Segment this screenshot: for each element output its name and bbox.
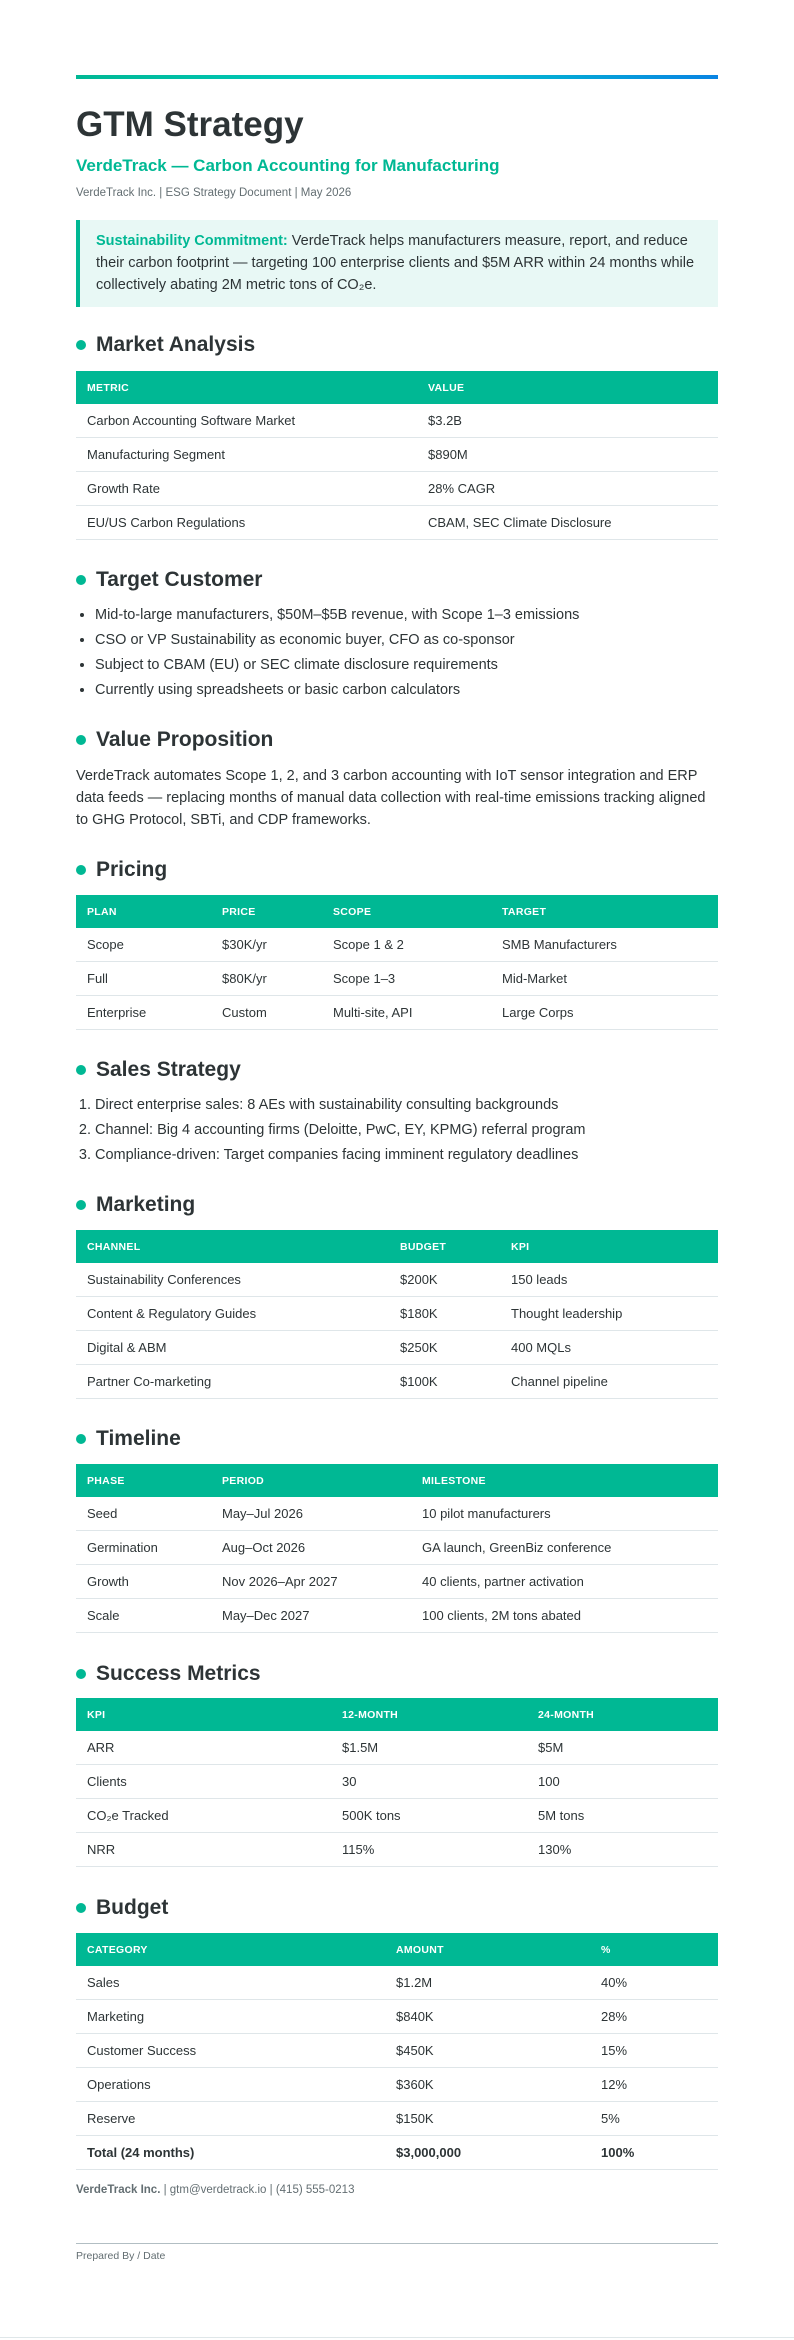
table-row: [76, 928, 718, 962]
table-cell: Sales: [76, 1966, 385, 2000]
table-cell: $360K: [385, 2068, 590, 2102]
page-subtitle: VerdeTrack — Carbon Accounting for Manufacturing: [76, 156, 500, 175]
table-cell: Large Corps: [491, 996, 718, 1030]
table-row: [76, 2000, 718, 2034]
bullet-dot-icon: [76, 865, 86, 875]
table-row: [76, 996, 718, 1030]
table-cell: May–Jul 2026: [211, 1497, 411, 1531]
table-cell: Total (24 months): [76, 2136, 385, 2170]
table-cell: Carbon Accounting Software Market: [76, 404, 417, 438]
table-row: [76, 1331, 718, 1365]
table-row: [76, 1365, 718, 1399]
timeline-table: [76, 1464, 718, 1633]
section-heading-market: [76, 332, 255, 358]
table-row: [76, 1833, 718, 1867]
list-item: 3. Compliance-driven: Target companies facing imminent regulatory deadlines: [95, 1143, 586, 1168]
table-cell: CO₂e Tracked: [76, 1799, 331, 1833]
table-row: [76, 1799, 718, 1833]
list-item: 1. Direct enterprise sales: 8 AEs with sustainability consulting backgrounds: [95, 1093, 586, 1118]
total-row: [76, 2136, 718, 2170]
table-cell: 30: [331, 1765, 527, 1799]
table-cell: Scale: [76, 1599, 211, 1633]
table-cell: Full: [76, 962, 211, 996]
section-title: Target Customer: [96, 568, 263, 591]
table-cell: 12%: [590, 2068, 718, 2102]
table-row: [76, 2068, 718, 2102]
table-cell: 130%: [527, 1833, 718, 1867]
table-cell: Nov 2026–Apr 2027: [211, 1565, 411, 1599]
table-cell: $180K: [389, 1297, 500, 1331]
section-title: Pricing: [96, 858, 168, 881]
column-header: PRICE: [211, 895, 322, 928]
metrics-table: [76, 1698, 718, 1867]
table-cell: 40 clients, partner activation: [411, 1565, 718, 1599]
footer-contact: [76, 2183, 354, 2197]
list-item: • Currently using spreadsheets or basic carbon calculators: [95, 678, 579, 703]
section-title: Marketing: [96, 1193, 196, 1216]
table-cell: Enterprise: [76, 996, 211, 1030]
table-cell: 5M tons: [527, 1799, 718, 1833]
callout-label: Sustainability Commitment:: [96, 233, 288, 249]
section-title: Sales Strategy: [96, 1058, 241, 1081]
table-cell: 115%: [331, 1833, 527, 1867]
section-title: Budget: [96, 1896, 169, 1919]
bullet-dot-icon: [76, 1903, 86, 1913]
column-header: METRIC: [76, 371, 417, 404]
signature-line: [76, 2243, 718, 2244]
table-row: [76, 1565, 718, 1599]
table-cell: 150 leads: [500, 1263, 718, 1297]
table-row: [76, 2034, 718, 2068]
page-bottom-rule: [0, 2337, 794, 2338]
table-cell: Clients: [76, 1765, 331, 1799]
section-title: Value Proposition: [96, 728, 274, 751]
column-header: PERIOD: [211, 1464, 411, 1497]
value-prop-text: VerdeTrack automates Scope 1, 2, and 3 carbon accounting with IoT sensor integration and ERP data feeds — replacing months of manual data collection with real-time emissions tracking aligned to GHG Protocol, SBTi, and CDP frameworks.: [76, 768, 706, 828]
table-row: [76, 1765, 718, 1799]
table-cell: 100: [527, 1765, 718, 1799]
table-cell: Scope 1 & 2: [322, 928, 491, 962]
table-cell: $890M: [417, 438, 718, 472]
section-heading-timeline: [76, 1426, 181, 1452]
table-row: [76, 2102, 718, 2136]
table-cell: Growth Rate: [76, 472, 417, 506]
list-item: • Mid-to-large manufacturers, $50M–$5B revenue, with Scope 1–3 emissions: [95, 603, 579, 628]
table-row: [76, 506, 718, 540]
column-header: CHANNEL: [76, 1230, 389, 1263]
table-cell: $100K: [389, 1365, 500, 1399]
table-row: [76, 1599, 718, 1633]
table-cell: Seed: [76, 1497, 211, 1531]
table-cell: $1.2M: [385, 1966, 590, 2000]
table-cell: $250K: [389, 1331, 500, 1365]
table-cell: Custom: [211, 996, 322, 1030]
table-cell: Aug–Oct 2026: [211, 1531, 411, 1565]
table-row: [76, 1966, 718, 2000]
list-item: • CSO or VP Sustainability as economic buyer, CFO as co-sponsor: [95, 628, 579, 653]
table-cell: Operations: [76, 2068, 385, 2102]
footer-company: VerdeTrack Inc.: [76, 2184, 161, 2196]
table-cell: Scope: [76, 928, 211, 962]
table-row: [76, 1531, 718, 1565]
column-header: %: [590, 1933, 718, 1966]
bullet-dot-icon: [76, 1669, 86, 1679]
accent-bar: [76, 75, 718, 79]
table-cell: 28%: [590, 2000, 718, 2034]
table-row: [76, 438, 718, 472]
table-cell: Scope 1–3: [322, 962, 491, 996]
budget-table: [76, 1933, 718, 2170]
bullet-dot-icon: [76, 1065, 86, 1075]
column-header: KPI: [76, 1698, 331, 1731]
table-cell: Content & Regulatory Guides: [76, 1297, 389, 1331]
table-cell: Mid-Market: [491, 962, 718, 996]
table-cell: 15%: [590, 2034, 718, 2068]
table-cell: $150K: [385, 2102, 590, 2136]
table-cell: $30K/yr: [211, 928, 322, 962]
section-heading-budget: [76, 1895, 168, 1921]
column-header: PHASE: [76, 1464, 211, 1497]
table-row: [76, 1497, 718, 1531]
table-cell: Partner Co-marketing: [76, 1365, 389, 1399]
table-cell: Thought leadership: [500, 1297, 718, 1331]
column-header: TARGET: [491, 895, 718, 928]
table-cell: $3,000,000: [385, 2136, 590, 2170]
table-row: [76, 962, 718, 996]
section-title: Timeline: [96, 1427, 181, 1450]
table-cell: $450K: [385, 2034, 590, 2068]
table-cell: CBAM, SEC Climate Disclosure: [417, 506, 718, 540]
table-cell: 10 pilot manufacturers: [411, 1497, 718, 1531]
table-cell: 500K tons: [331, 1799, 527, 1833]
section-title: Market Analysis: [96, 333, 256, 356]
table-cell: 5%: [590, 2102, 718, 2136]
table-row: [76, 1731, 718, 1765]
column-header: CATEGORY: [76, 1933, 385, 1966]
table-cell: $80K/yr: [211, 962, 322, 996]
commitment-callout: [76, 220, 718, 307]
table-cell: Manufacturing Segment: [76, 438, 417, 472]
table-cell: Sustainability Conferences: [76, 1263, 389, 1297]
table-cell: 100 clients, 2M tons abated: [411, 1599, 718, 1633]
table-row: [76, 404, 718, 438]
footer-contact-text: | gtm@verdetrack.io | (415) 555-0213: [160, 2184, 355, 2196]
callout-text: VerdeTrack helps manufacturers measure, report, and reduce their carbon footprint — targeting 100 enterprise clients and $5M ARR within 24 months while collectively abating 2M metric tons of CO₂e.: [96, 233, 695, 293]
page-title: GTM Strategy: [76, 105, 304, 144]
column-header: VALUE: [417, 371, 718, 404]
bullet-dot-icon: [76, 575, 86, 585]
column-header: 24-MONTH: [527, 1698, 718, 1731]
table-cell: Multi-site, API: [322, 996, 491, 1030]
bullet-dot-icon: [76, 340, 86, 350]
bullet-dot-icon: [76, 735, 86, 745]
table-cell: GA launch, GreenBiz conference: [411, 1531, 718, 1565]
list-item: 2. Channel: Big 4 accounting firms (Deloitte, PwC, EY, KPMG) referral program: [95, 1118, 586, 1143]
table-cell: Growth: [76, 1565, 211, 1599]
table-cell: 100%: [590, 2136, 718, 2170]
section-heading-marketing: [76, 1192, 195, 1218]
table-cell: $840K: [385, 2000, 590, 2034]
section-heading-pricing: [76, 857, 167, 883]
table-cell: May–Dec 2027: [211, 1599, 411, 1633]
bullet-dot-icon: [76, 1200, 86, 1210]
column-header: AMOUNT: [385, 1933, 590, 1966]
column-header: SCOPE: [322, 895, 491, 928]
table-cell: Germination: [76, 1531, 211, 1565]
table-row: [76, 1297, 718, 1331]
column-header: BUDGET: [389, 1230, 500, 1263]
table-cell: $5M: [527, 1731, 718, 1765]
column-header: PLAN: [76, 895, 211, 928]
table-cell: Reserve: [76, 2102, 385, 2136]
table-cell: ARR: [76, 1731, 331, 1765]
signature-label: Prepared By / Date: [76, 2250, 166, 2262]
marketing-table: [76, 1230, 718, 1399]
table-row: [76, 472, 718, 506]
table-cell: Marketing: [76, 2000, 385, 2034]
bullet-dot-icon: [76, 1434, 86, 1444]
pricing-table: [76, 895, 718, 1030]
table-cell: EU/US Carbon Regulations: [76, 506, 417, 540]
section-heading-value-prop: [76, 727, 273, 753]
list-item: • Subject to CBAM (EU) or SEC climate disclosure requirements: [95, 653, 579, 678]
sales-strategy-list: [76, 1093, 586, 1168]
market-table: [76, 371, 718, 540]
table-row: [76, 1263, 718, 1297]
table-cell: Customer Success: [76, 2034, 385, 2068]
section-heading-target: [76, 567, 262, 593]
section-heading-sales: [76, 1057, 241, 1083]
table-cell: 400 MQLs: [500, 1331, 718, 1365]
document-meta: VerdeTrack Inc. | ESG Strategy Document | May 2026: [76, 187, 352, 199]
column-header: 12-MONTH: [331, 1698, 527, 1731]
table-cell: 40%: [590, 1966, 718, 2000]
table-cell: $200K: [389, 1263, 500, 1297]
column-header: KPI: [500, 1230, 718, 1263]
table-cell: $1.5M: [331, 1731, 527, 1765]
column-header: MILESTONE: [411, 1464, 718, 1497]
section-title: Success Metrics: [96, 1662, 261, 1685]
table-cell: Digital & ABM: [76, 1331, 389, 1365]
table-cell: SMB Manufacturers: [491, 928, 718, 962]
section-heading-metrics: [76, 1661, 261, 1687]
table-cell: $3.2B: [417, 404, 718, 438]
target-customer-list: [76, 603, 579, 703]
table-cell: Channel pipeline: [500, 1365, 718, 1399]
table-cell: NRR: [76, 1833, 331, 1867]
table-cell: 28% CAGR: [417, 472, 718, 506]
